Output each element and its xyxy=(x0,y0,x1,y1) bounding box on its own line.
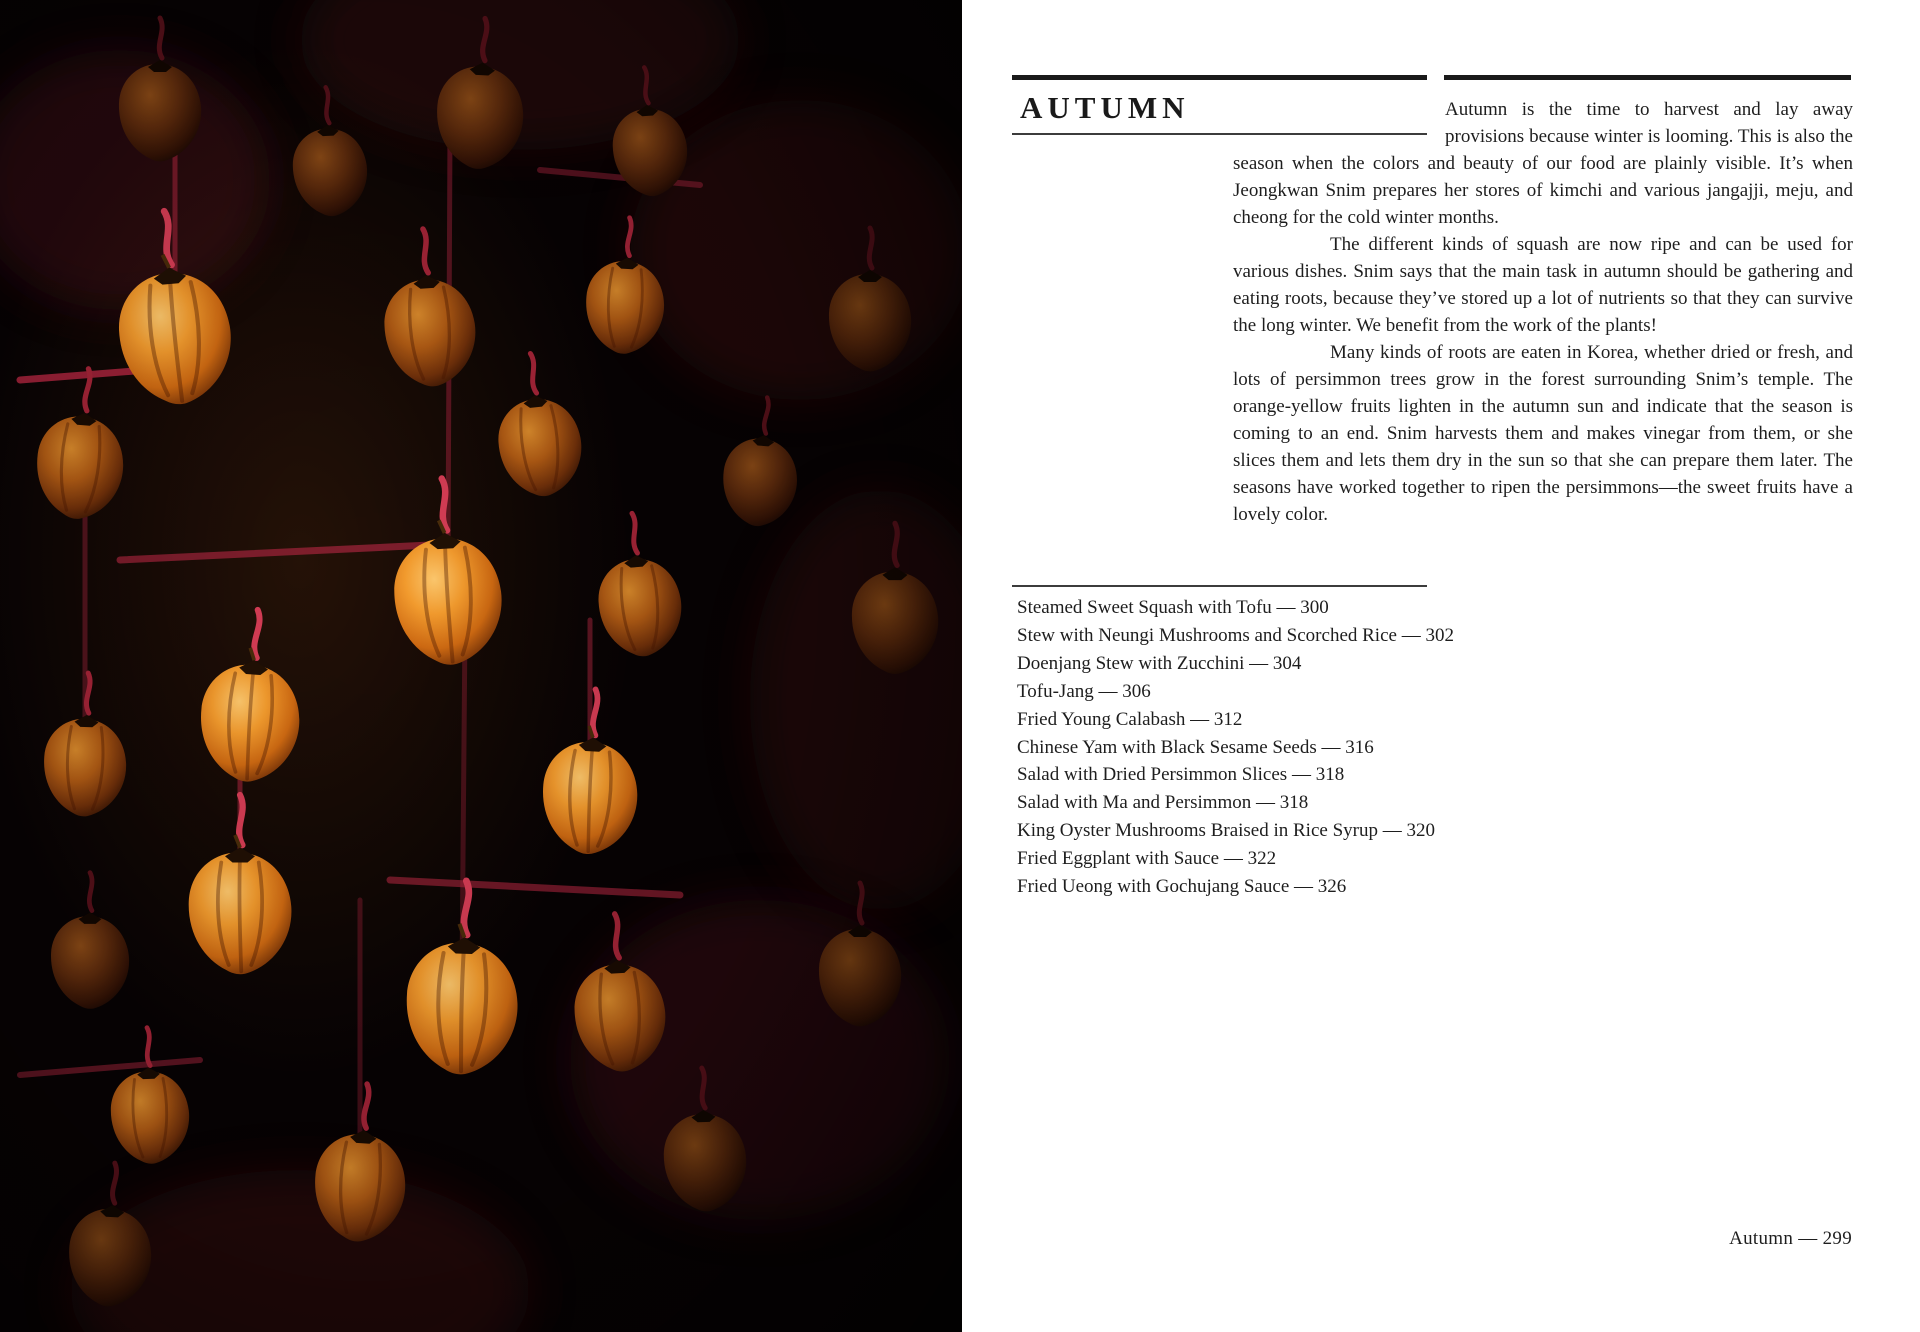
intro-paragraph-2: The different kinds of squash are now ripe and can be used for various dishes. Snim says that the main task in autumn should be gathering and eating roots, because they’ve stored up a lot of nutrients so that they can survive the long winter. We benefit from the work of the plants! xyxy=(1233,234,1853,336)
intro-paragraph-1-text: Autumn is the time to harvest and lay away provisions because winter is looming. This is also the season when the colors and beauty of our food are plainly visible. It’s when Jeongkwan Snim prepares her stores of kimchi and various jangajji, meju, and cheong for the cold winter months. xyxy=(1233,99,1853,228)
intro-paragraph-3: Many kinds of roots are eaten in Korea, whether dried or fresh, and lots of persimmon trees grow in the forest surrounding Snim’s temple. The orange-yellow fruits lighten in the autumn sun and indicate that the season is coming to an end. Snim harvests them and makes vinegar from them, or she slices them and lets them dry in the sun so that she can prepare them later. The seasons have worked together to ripen the persimmons—the sweet fruits have a lovely color. xyxy=(1233,342,1853,525)
recipe-entry: King Oyster Mushrooms Braised in Rice Syrup — 320 xyxy=(1017,820,1435,842)
recipe-entry: Fried Young Calabash — 312 xyxy=(1017,708,1243,730)
recipe-entry: Fried Eggplant with Sauce — 322 xyxy=(1017,848,1277,870)
recipe-entry: Fried Ueong with Gochujang Sauce — 326 xyxy=(1017,876,1347,898)
folio-page-number: Autumn — 299 xyxy=(1729,1228,1852,1249)
recipe-entry: Salad with Ma and Persimmon — 318 xyxy=(1017,792,1309,814)
title-rule-top-right xyxy=(1444,75,1851,80)
intro-text-block xyxy=(1233,96,1853,528)
recipe-entry: Salad with Dried Persimmon Slices — 318 xyxy=(1017,764,1345,786)
headline-wrap-spacer xyxy=(1233,96,1445,150)
recipe-entry: Steamed Sweet Squash with Tofu — 300 xyxy=(1017,597,1329,618)
title-rule-top-left xyxy=(1012,75,1427,80)
recipe-entry: Tofu-Jang — 306 xyxy=(1017,680,1151,702)
recipe-entry: Stew with Neungi Mushrooms and Scorched Rice — 302 xyxy=(1017,624,1454,646)
recipe-entry: Chinese Yam with Black Sesame Seeds — 316 xyxy=(1017,736,1374,758)
recipe-list xyxy=(1017,594,1853,901)
text-page xyxy=(962,0,1920,1332)
section-title: AUTUMN xyxy=(1020,90,1190,125)
recipe-list-divider-rule xyxy=(1012,585,1427,587)
intro-paragraph-1 xyxy=(1233,96,1853,231)
recipe-entry: Doenjang Stew with Zucchini — 304 xyxy=(1017,652,1302,674)
